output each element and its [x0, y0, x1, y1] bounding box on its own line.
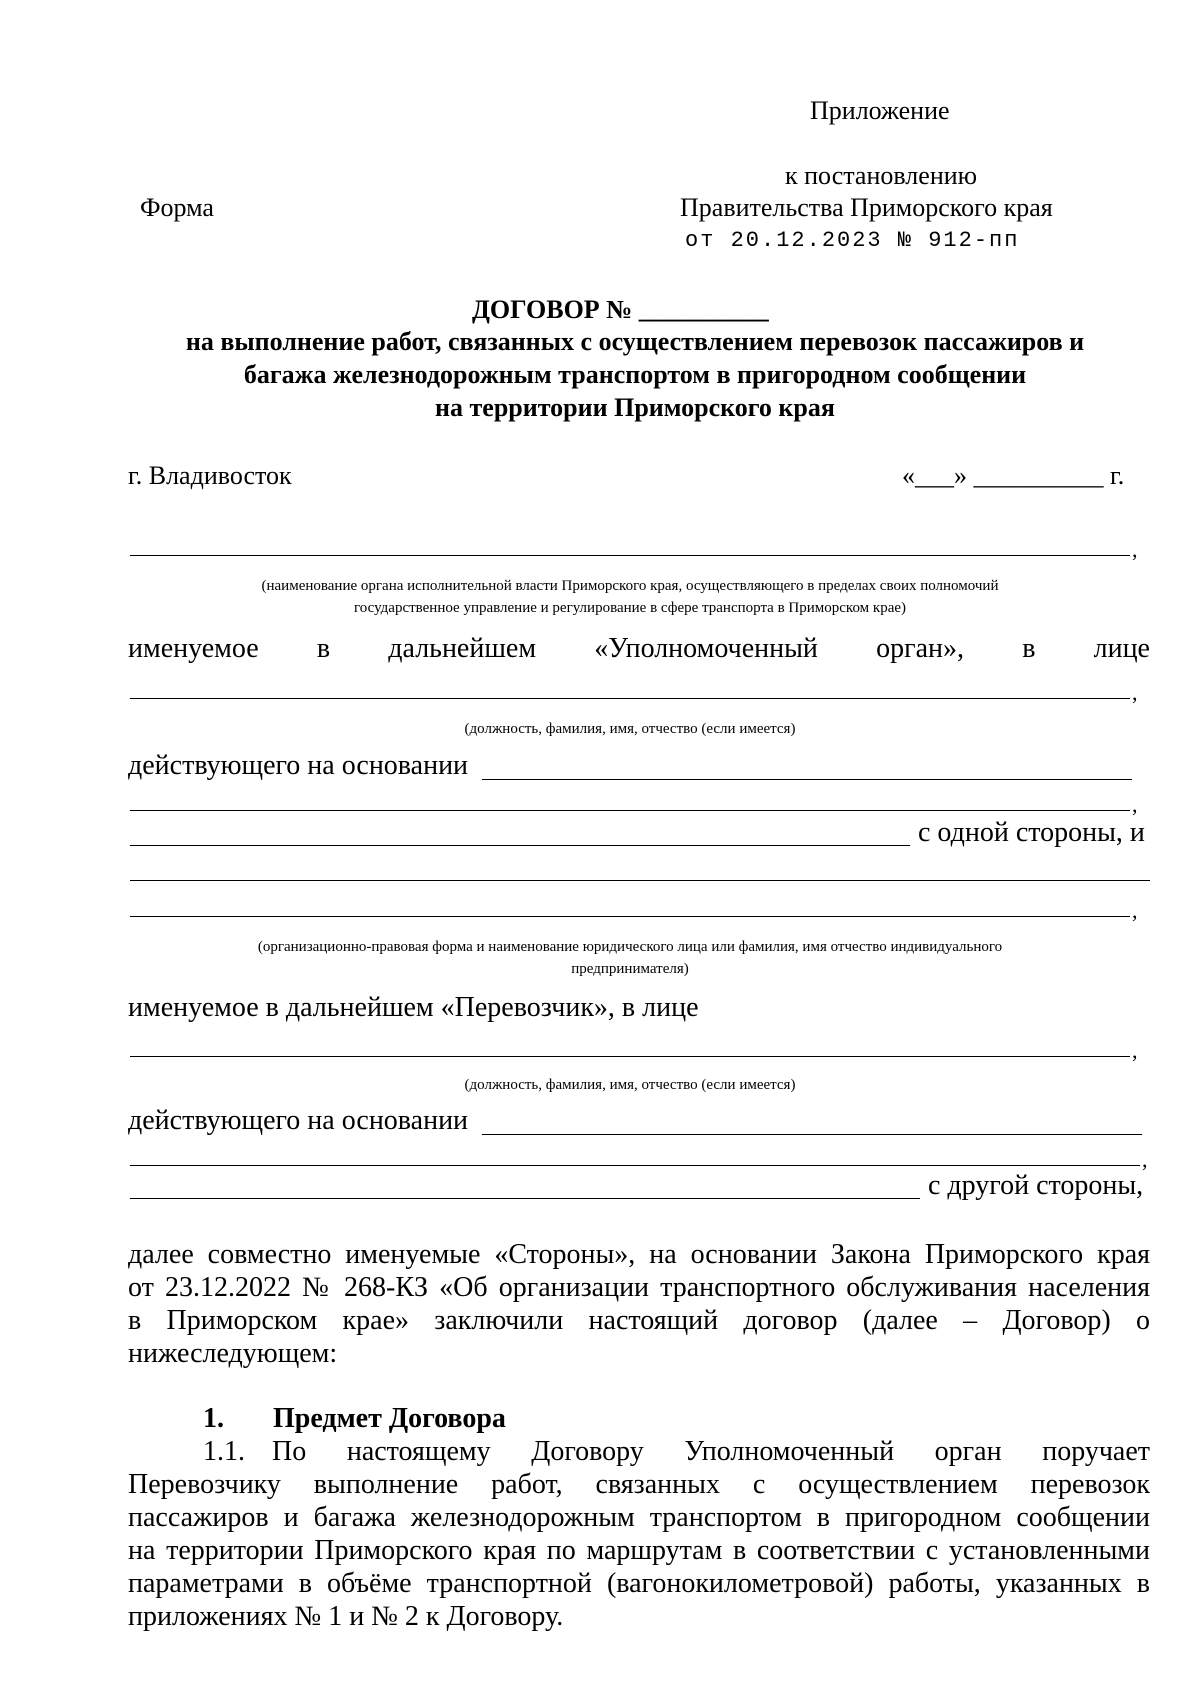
preamble-line-1: далее совместно именуемые «Стороны», на основании Закона Приморского края	[128, 1239, 1150, 1270]
basis-line-2[interactable]	[130, 810, 1130, 811]
paragraph-line-5: параметрами в объёме транспортной (вагонокилометровой) работы, указанных в	[128, 1568, 1150, 1599]
named-carrier-line: именуемое в дальнейшем «Перевозчик», в лице	[128, 992, 699, 1023]
word: дальнейшем	[388, 633, 537, 664]
organ-name-line[interactable]	[130, 555, 1130, 556]
word: в	[316, 633, 331, 664]
form-label: Форма	[140, 193, 214, 222]
comma: ,	[1132, 537, 1138, 562]
carrier-name-line-2[interactable]	[130, 916, 1130, 917]
other-side-label: с другой стороны,	[928, 1170, 1144, 1201]
carrier-representative-line[interactable]	[130, 1056, 1130, 1057]
word: именуемое	[128, 633, 259, 664]
basis-line-5[interactable]	[130, 1165, 1140, 1166]
fio-caption-1: (должность, фамилия, имя, отчество (если имеется)	[464, 721, 796, 737]
comma: ,	[1132, 898, 1138, 923]
appendix-label: Приложение	[810, 96, 950, 125]
word: «Уполномоченный	[594, 633, 818, 664]
section-heading: Предмет Договора	[273, 1403, 506, 1434]
comma: ,	[1142, 1147, 1148, 1172]
basis-line-4[interactable]	[482, 1134, 1142, 1135]
organ-caption-2: государственное управление и регулирование в сфере транспорта в Приморском крае)	[353, 600, 907, 616]
paragraph-line-3: пассажиров и багажа железнодорожным транспортом в пригородном сообщении	[128, 1502, 1150, 1533]
contract-title: ДОГОВОР № __________	[472, 295, 769, 324]
preamble-line-4: нижеследующем:	[128, 1338, 338, 1369]
to-resolution: к постановлению	[785, 161, 978, 190]
comma: ,	[1132, 680, 1138, 705]
preamble-line-2: от 23.12.2022 № 268-КЗ «Об организации транспортного обслуживания населения	[128, 1272, 1150, 1303]
acting-basis-label: действующего на основании	[128, 750, 469, 781]
acting-basis-label-2: действующего на основании	[128, 1105, 469, 1136]
paragraph-line-4: на территории Приморского края по маршрутам в соответствии с установленными	[128, 1535, 1150, 1566]
organ-caption: (наименование органа исполнительной власти Приморского края, осуществляющего в пределах своих полномочий	[261, 578, 999, 594]
basis-line[interactable]	[482, 779, 1132, 780]
basis-line-3[interactable]	[130, 845, 910, 846]
paragraph-number: 1.1.	[203, 1436, 245, 1467]
fio-caption-2: (должность, фамилия, имя, отчество (если имеется)	[464, 1077, 796, 1093]
basis-line-6[interactable]	[130, 1198, 920, 1199]
word: в	[1022, 633, 1036, 664]
contract-date: «___» __________ г.	[902, 461, 1125, 490]
comma: ,	[1132, 792, 1138, 817]
contract-subtitle-1: на выполнение работ, связанных с осуществлением перевозок пассажиров и	[185, 327, 1085, 356]
carrier-name-line[interactable]	[130, 880, 1150, 881]
preamble-line-3: в Приморском крае» заключили настоящий договор (далее – Договор) о	[128, 1305, 1150, 1336]
paragraph-line-2: Перевозчику выполнение работ, связанных с осуществлением перевозок	[128, 1469, 1150, 1500]
government-label: Правительства Приморского края	[680, 193, 1053, 222]
word: лице	[1093, 633, 1150, 664]
paragraph-line-6: приложениях № 1 и № 2 к Договору.	[128, 1601, 564, 1632]
one-side-label: с одной стороны, и	[918, 817, 1145, 848]
representative-line[interactable]	[130, 698, 1130, 699]
org-form-caption: (организационно-правовая форма и наименование юридического лица или фамилия, имя отчество индивидуального	[257, 939, 1003, 955]
comma: ,	[1132, 1038, 1138, 1063]
section-number: 1.	[203, 1403, 224, 1434]
contract-subtitle-3: на территории Приморского края	[435, 393, 835, 422]
named-authorized-line	[128, 633, 1150, 665]
word: орган»,	[876, 633, 964, 664]
org-form-caption-2: предпринимателя)	[571, 961, 689, 977]
contract-subtitle-2: багажа железнодорожным транспортом в пригородном сообщении	[243, 360, 1027, 389]
city: г. Владивосток	[128, 461, 292, 490]
paragraph-line-1: По настоящему Договору Уполномоченный орган поручает	[272, 1436, 1150, 1467]
resolution-date-number: от 20.12.2023 № 912-пп	[685, 228, 1020, 253]
